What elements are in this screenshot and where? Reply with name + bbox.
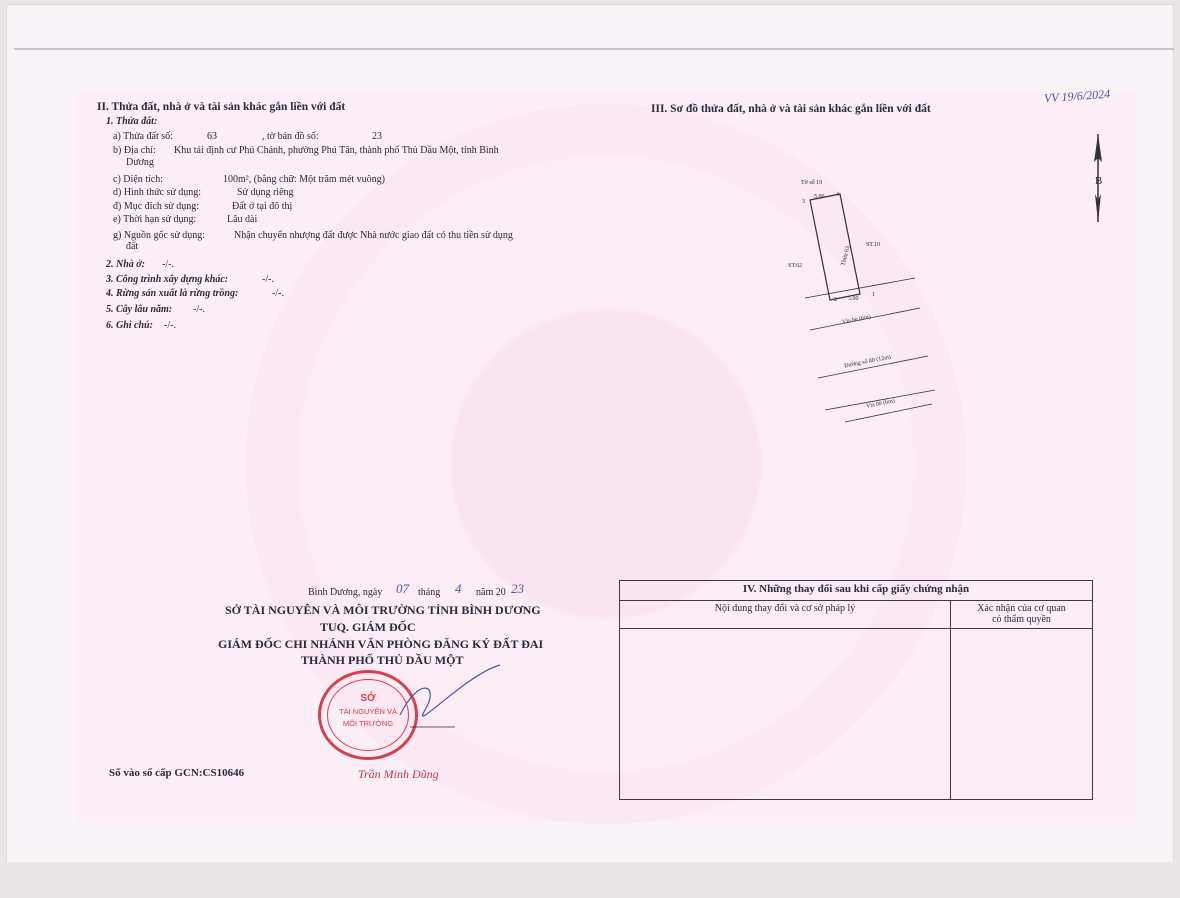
address-line1: Khu tái định cư Phú Chánh, phường Phú Tân, thành phố Thủ Dầu Một, tỉnh Bình [174, 145, 499, 156]
forest-label: 4. Rừng sản xuất là rừng trồng: [106, 288, 239, 299]
sidewalk-label-1: Vỉa hè (6m) [841, 314, 872, 326]
signature-stroke [395, 655, 505, 735]
map-label: , tờ bản đồ số: [262, 131, 319, 142]
works-label: 3. Công trình xây dựng khác: [106, 274, 229, 285]
perennial-value: -/-. [193, 304, 205, 315]
handwritten-note: VV 19/6/2024 [1043, 86, 1111, 106]
map-number: 23 [372, 131, 382, 142]
house-label: 2. Nhà ở: [106, 259, 145, 270]
plot-top-neighbor: Tờ số 19 [801, 180, 823, 186]
plot-bottom-dim: 5.00 [848, 296, 859, 302]
area-label: c) Diện tích: [113, 174, 163, 185]
notes-value: -/-. [164, 320, 176, 331]
signer-name: Trần Minh Dũng [358, 767, 439, 781]
plot-center-label: Thửa 63 [840, 245, 852, 267]
seal-line2: TÀI NGUYÊN VÀ [339, 707, 397, 716]
corner-1: 1 [872, 292, 875, 298]
signer-title-2: THÀNH PHỐ THỦ DẦU MỘT [301, 653, 464, 667]
signer-title-1: GIÁM ĐỐC CHI NHÁNH VĂN PHÒNG ĐĂNG KÝ ĐẤT ĐAI [218, 637, 544, 651]
org-name: SỞ TÀI NGUYÊN VÀ MÔI TRƯỜNG TỈNH BÌNH DƯƠNG [225, 603, 541, 617]
plot-left-lot: ST.62 [788, 263, 803, 269]
date-prefix: Bình Dương, ngày [308, 587, 383, 598]
forest-value: -/-. [272, 288, 284, 299]
purpose-label: đ) Mục đích sử dụng: [113, 201, 199, 212]
bottom-strip [0, 862, 1180, 898]
seal-line3: MÔI TRƯỜNG [342, 719, 394, 728]
date-month: 4 [455, 581, 462, 596]
date-month-prefix: tháng [418, 587, 441, 598]
registry-number: Số vào sổ cấp GCN:CS10646 [109, 767, 245, 779]
parcel-number: 63 [207, 131, 217, 142]
corner-2: 2 [834, 297, 837, 303]
plot-right-lot: ST.10 [866, 242, 881, 248]
tuq-label: TUQ. GIÁM ĐỐC [320, 620, 416, 634]
changes-col1: Nội dung thay đổi và cơ sở pháp lý [620, 601, 951, 629]
area-value: 100m², (bằng chữ: Một trăm mét vuông) [223, 174, 386, 185]
origin-line2: đất [126, 241, 139, 252]
sidewalk-label-2: Vỉa hè (6m) [865, 398, 896, 410]
plot-top-dim: 5.00 [814, 194, 825, 200]
usage-form-label: d) Hình thức sử dụng: [113, 187, 202, 198]
house-value: -/-. [162, 259, 174, 270]
notes-label: 6. Ghi chú: [106, 320, 153, 331]
term-label: e) Thời hạn sử dụng: [113, 214, 197, 225]
changes-col2-line1: Xác nhận của cơ quan [977, 603, 1066, 614]
changes-col2 [951, 601, 1093, 629]
section3-heading: III. Sơ đồ thửa đất, nhà ở và tài sản khác gắn liền với đất [651, 103, 931, 115]
works-value: -/-. [262, 274, 274, 285]
usage-form: Sử dụng riêng [237, 187, 294, 198]
changes-col2-line2: có thẩm quyền [992, 614, 1051, 625]
term: Lâu dài [227, 214, 258, 225]
date-year: 23 [511, 581, 524, 596]
corner-4: 4 [836, 192, 839, 198]
land-title: 1. Thửa đất: [106, 116, 158, 127]
origin-line1: Nhận chuyển nhượng đất được Nhà nước giao đất có thu tiền sử dụng [234, 230, 513, 241]
road-label: Đường số 80 (12m) [843, 354, 892, 370]
date-year-prefix: năm 20 [476, 587, 506, 598]
perennial-label: 5. Cây lâu năm: [106, 304, 173, 315]
address-label: b) Địa chỉ: [113, 145, 156, 156]
north-label: B [1095, 175, 1103, 187]
changes-confirm-cell [951, 629, 1093, 800]
corner-3: 3 [802, 199, 805, 205]
changes-heading: IV. Những thay đổi sau khi cấp giấy chứng nhận [620, 581, 1093, 601]
parcel-label: a) Thửa đất số: [113, 131, 173, 142]
top-rule [14, 48, 1174, 50]
seal-line1: SỞ [360, 693, 376, 704]
changes-table [619, 580, 1093, 800]
section2-heading: II. Thửa đất, nhà ở và tài sản khác gắn liền với đất [97, 101, 346, 113]
plot-diagram [770, 170, 950, 430]
date-day: 07 [396, 581, 409, 596]
origin-label: g) Nguồn gốc sử dụng: [113, 230, 206, 241]
changes-content-cell [620, 629, 951, 800]
purpose: Đất ở tại đô thị [232, 201, 293, 212]
address-line2: Dương [126, 157, 154, 168]
